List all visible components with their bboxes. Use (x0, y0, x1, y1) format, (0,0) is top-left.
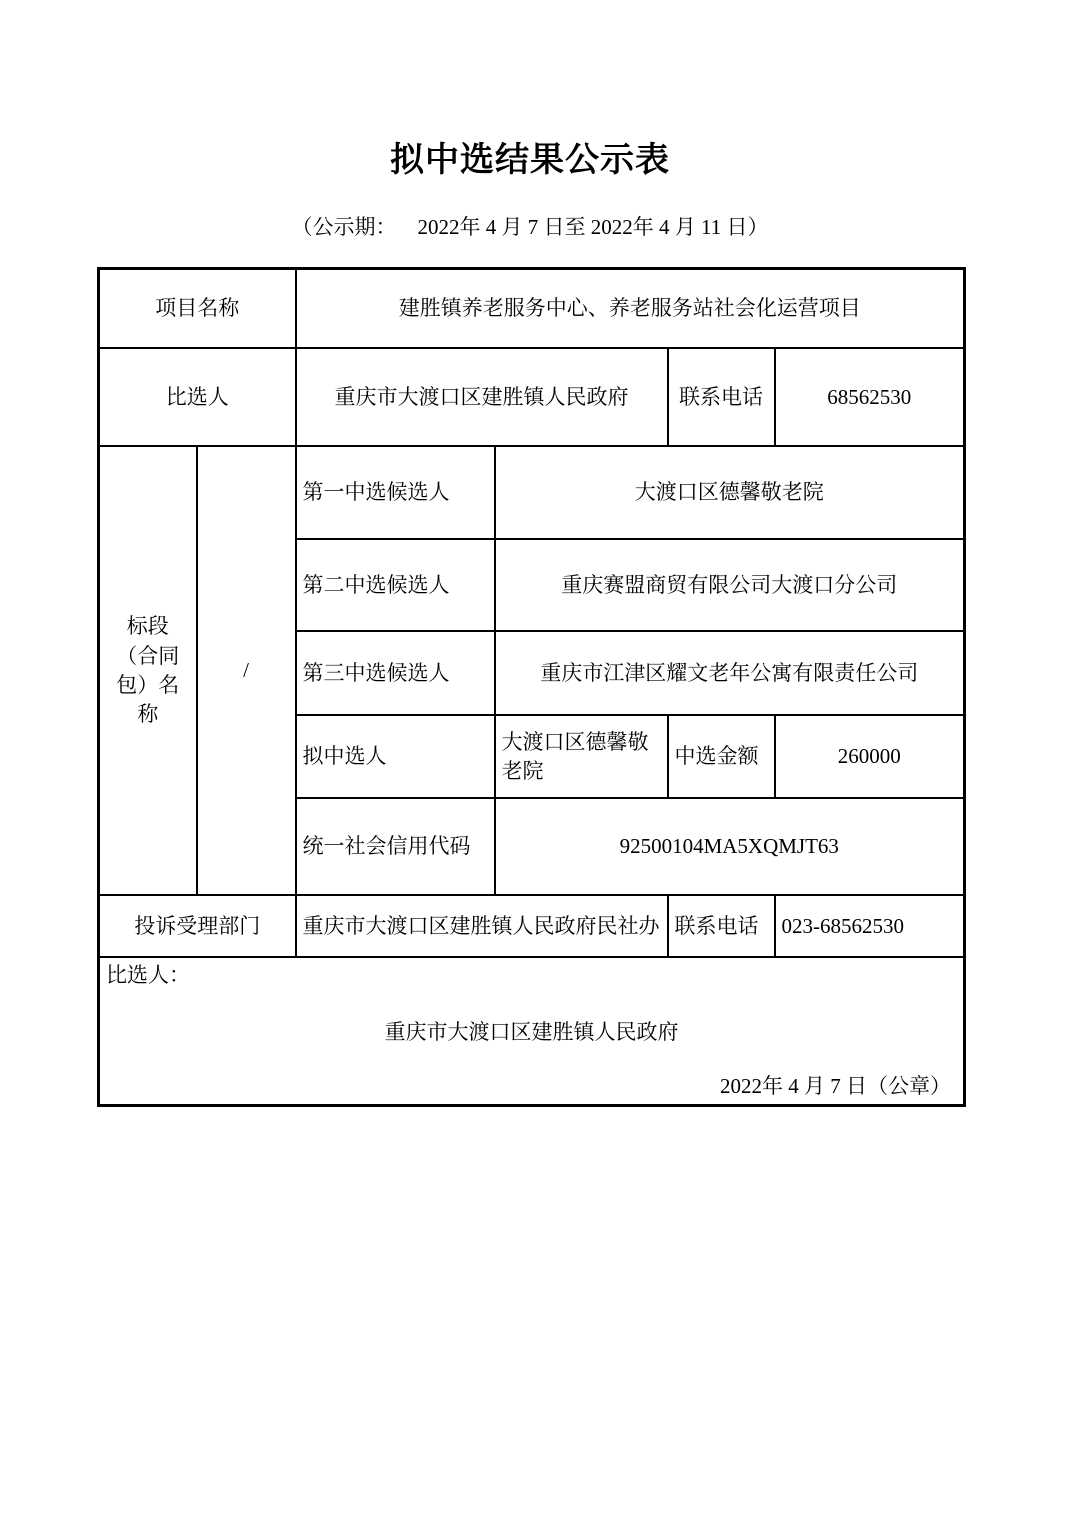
row-complaint (99, 895, 965, 957)
credit-code-value: 92500104MA5XQMJT63 (495, 798, 965, 895)
winner-amount-label: 中选金额 (668, 715, 775, 798)
winner-label: 拟中选人 (296, 715, 495, 798)
complaint-phone-value: 023-68562530 (775, 895, 965, 957)
comparer-value: 重庆市大渡口区建胜镇人民政府 (296, 348, 668, 446)
comparer-phone-value: 68562530 (775, 348, 965, 446)
comparer-label: 比选人 (99, 348, 296, 446)
signature-org: 重庆市大渡口区建胜镇人民政府 (384, 1019, 679, 1044)
row-comparer (99, 348, 965, 446)
row-candidate-1 (99, 446, 965, 539)
candidate-1-value: 大渡口区德馨敬老院 (495, 446, 965, 539)
candidate-2-label: 第二中选候选人 (296, 539, 495, 631)
signature-date: 2022年 4 月 7 日（公章） (720, 1073, 951, 1098)
winner-value: 大渡口区德馨敬老院 (495, 715, 668, 798)
comparer-phone-label: 联系电话 (668, 348, 775, 446)
signature-cell (99, 957, 965, 1105)
credit-code-label: 统一社会信用代码 (296, 798, 495, 895)
publicity-period: （公示期： 2022年 4 月 7 日至 2022年 4 月 11 日） (291, 214, 769, 239)
section-name-value: / (197, 446, 296, 895)
winner-amount-value: 260000 (775, 715, 965, 798)
project-name-value: 建胜镇养老服务中心、养老服务站社会化运营项目 (296, 268, 965, 348)
complaint-phone-label: 联系电话 (668, 895, 775, 957)
candidate-3-label: 第三中选候选人 (296, 631, 495, 715)
signature-label: 比选人： (106, 963, 190, 988)
project-name-label: 项目名称 (99, 268, 296, 348)
page-title: 拟中选结果公示表 (390, 142, 670, 179)
notice-table (97, 267, 966, 1107)
complaint-dept-value: 重庆市大渡口区建胜镇人民政府民社办 (296, 895, 668, 957)
complaint-dept-label: 投诉受理部门 (99, 895, 296, 957)
section-name-label: 标段（合同包）名称 (99, 446, 197, 895)
row-project (99, 268, 965, 348)
candidate-2-value: 重庆赛盟商贸有限公司大渡口分公司 (495, 539, 965, 631)
candidate-1-label: 第一中选候选人 (296, 446, 495, 539)
document-content (97, 0, 963, 1107)
candidate-3-value: 重庆市江津区耀文老年公寓有限责任公司 (495, 631, 965, 715)
row-signature (99, 957, 965, 1105)
